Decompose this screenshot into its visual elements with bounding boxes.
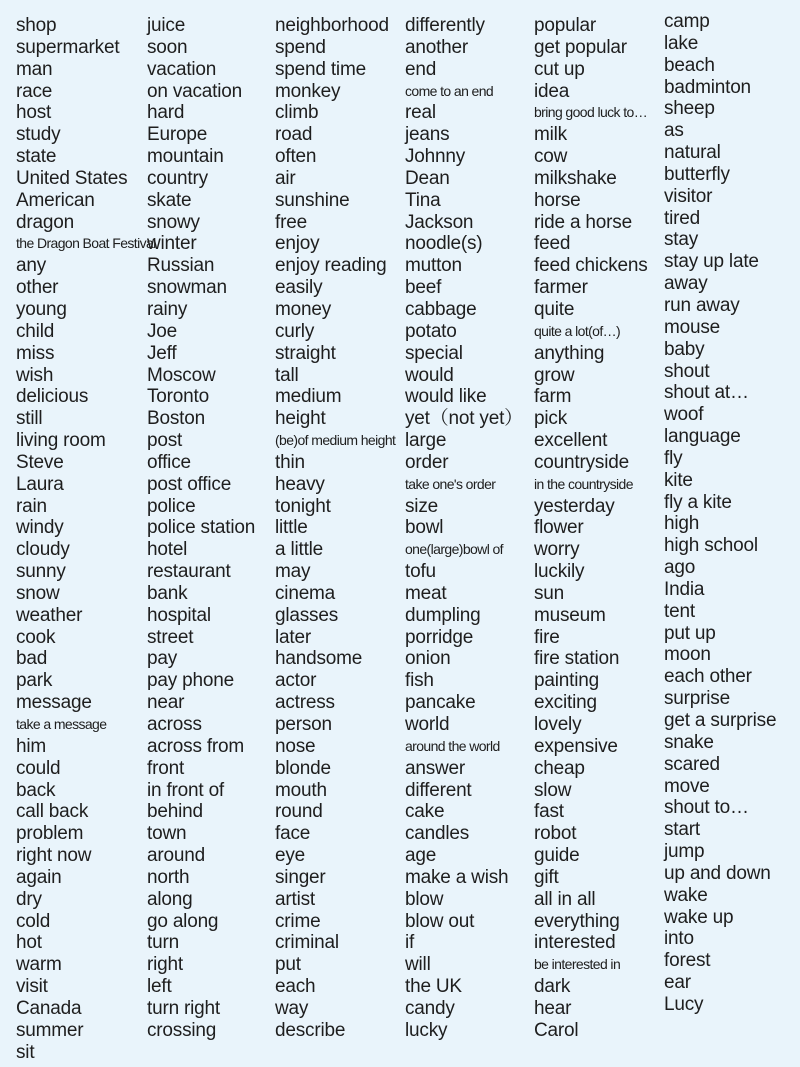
vocabulary-word: vacation: [147, 58, 217, 80]
vocabulary-word: take a message: [16, 716, 107, 732]
vocabulary-word: around the world: [405, 737, 500, 754]
vocabulary-word: put: [275, 954, 301, 976]
vocabulary-word: will: [405, 954, 431, 976]
vocabulary-word: kite: [664, 469, 693, 491]
vocabulary-word: farm: [534, 386, 572, 408]
vocabulary-word: up and down: [664, 862, 771, 884]
vocabulary-word: wake up: [664, 906, 734, 928]
vocabulary-word: cloudy: [16, 539, 70, 561]
vocabulary-word: delicious: [16, 386, 89, 408]
vocabulary-word: bring good luck to…: [534, 104, 648, 121]
vocabulary-word: sit: [16, 1041, 35, 1063]
vocabulary-word: height: [275, 408, 326, 430]
vocabulary-word: be interested in: [534, 956, 621, 973]
vocabulary-word: enjoy: [275, 233, 320, 255]
vocabulary-word: could: [16, 757, 61, 779]
vocabulary-word: onion: [405, 648, 451, 670]
vocabulary-word: bad: [16, 648, 48, 670]
vocabulary-word: luckily: [534, 561, 585, 583]
vocabulary-word: Joe: [147, 320, 178, 342]
vocabulary-word: yet（not yet）: [405, 408, 523, 430]
vocabulary-word: get a surprise: [664, 710, 777, 731]
vocabulary-word: Steve: [16, 451, 64, 473]
word-column-3: [275, 15, 395, 1042]
vocabulary-word: yesterday: [534, 495, 615, 517]
vocabulary-word: weather: [16, 604, 83, 626]
vocabulary-word: eye: [275, 845, 306, 867]
vocabulary-word: soon: [147, 36, 188, 58]
vocabulary-word: north: [147, 866, 190, 888]
vocabulary-word: Moscow: [147, 364, 216, 386]
vocabulary-word: front: [147, 757, 185, 779]
vocabulary-word: would: [405, 364, 454, 386]
vocabulary-word: come to an end: [405, 82, 494, 99]
vocabulary-word: beef: [405, 277, 442, 299]
vocabulary-word: singer: [275, 866, 326, 888]
vocabulary-word: as: [664, 120, 684, 142]
vocabulary-word: artist: [275, 888, 315, 910]
vocabulary-word: climb: [275, 102, 319, 124]
vocabulary-word: Johnny: [405, 146, 466, 168]
vocabulary-word: different: [405, 779, 472, 801]
vocabulary-word: spend: [275, 36, 326, 58]
vocabulary-word: butterfly: [664, 163, 730, 185]
vocabulary-word: snow: [16, 582, 60, 604]
vocabulary-word: ago: [664, 557, 696, 579]
vocabulary-word: face: [275, 823, 311, 845]
vocabulary-word: baby: [664, 338, 705, 360]
vocabulary-word: way: [275, 997, 309, 1019]
vocabulary-word: countryside: [534, 451, 629, 473]
vocabulary-word: man: [16, 58, 53, 80]
vocabulary-word: cold: [16, 910, 51, 932]
vocabulary-word: the Dragon Boat Festival: [16, 235, 156, 252]
vocabulary-word: police station: [147, 517, 256, 539]
vocabulary-word: tall: [275, 364, 299, 386]
vocabulary-word: actor: [275, 670, 317, 692]
vocabulary-word: ride a horse: [534, 211, 632, 233]
vocabulary-word: beach: [664, 54, 715, 76]
vocabulary-word: stay up late: [664, 251, 759, 273]
vocabulary-word: still: [16, 408, 43, 430]
vocabulary-word: get popular: [534, 36, 627, 58]
vocabulary-word: dumpling: [405, 604, 481, 626]
vocabulary-word: end: [405, 58, 437, 80]
word-column-2: [147, 15, 255, 1042]
vocabulary-word: quite a lot(of…): [534, 322, 621, 339]
vocabulary-word: little: [275, 517, 308, 539]
vocabulary-word: dry: [16, 888, 42, 910]
vocabulary-word: feed chickens: [534, 255, 648, 277]
vocabulary-word: go along: [147, 910, 219, 932]
vocabulary-word: forest: [664, 950, 711, 972]
vocabulary-word: problem: [16, 823, 84, 845]
vocabulary-word: into: [664, 928, 694, 950]
vocabulary-word: pick: [534, 408, 567, 430]
vocabulary-word: painting: [534, 670, 599, 692]
vocabulary-word: along: [147, 888, 193, 910]
vocabulary-word: turn: [147, 932, 179, 954]
vocabulary-word: wish: [16, 364, 54, 386]
vocabulary-word: jeans: [405, 124, 450, 146]
vocabulary-word: badminton: [664, 76, 751, 98]
vocabulary-word: language: [664, 426, 741, 448]
vocabulary-word: supermarket: [16, 36, 120, 58]
vocabulary-word: in the countryside: [534, 475, 633, 492]
vocabulary-word: town: [147, 823, 187, 845]
vocabulary-word: tired: [664, 207, 700, 229]
vocabulary-word: enjoy reading: [275, 255, 387, 277]
vocabulary-word: any: [16, 255, 47, 277]
vocabulary-word: put up: [664, 622, 716, 644]
vocabulary-word: jump: [664, 841, 705, 863]
vocabulary-word: winter: [147, 233, 197, 255]
vocabulary-word: gift: [534, 866, 559, 888]
vocabulary-word: visit: [16, 976, 48, 998]
vocabulary-word: curly: [275, 320, 315, 342]
vocabulary-word: special: [405, 342, 463, 364]
vocabulary-word: grow: [534, 364, 575, 386]
vocabulary-word: slow: [534, 779, 572, 801]
vocabulary-word: stay: [664, 229, 699, 251]
vocabulary-word: woof: [664, 404, 704, 426]
vocabulary-word: fire: [534, 626, 560, 648]
vocabulary-word: Europe: [147, 124, 208, 146]
vocabulary-word: camp: [664, 11, 710, 32]
vocabulary-word: farmer: [534, 277, 588, 299]
vocabulary-word: if: [405, 932, 415, 954]
vocabulary-word: sheep: [664, 98, 715, 120]
vocabulary-word: right now: [16, 845, 92, 867]
vocabulary-word: idea: [534, 80, 570, 102]
vocabulary-word: blow out: [405, 910, 475, 932]
vocabulary-word: dark: [534, 976, 571, 998]
vocabulary-word: move: [664, 775, 710, 797]
vocabulary-word: Canada: [16, 997, 82, 1019]
vocabulary-word: American: [16, 189, 95, 211]
vocabulary-word: fly a kite: [664, 491, 732, 513]
vocabulary-word: porridge: [405, 626, 474, 648]
vocabulary-word: interested: [534, 932, 616, 954]
vocabulary-word: exciting: [534, 692, 597, 714]
vocabulary-word: worry: [534, 539, 580, 561]
vocabulary-word: park: [16, 670, 53, 692]
vocabulary-word: in front of: [147, 779, 225, 801]
vocabulary-word: moon: [664, 644, 711, 666]
vocabulary-word: candy: [405, 997, 455, 1019]
vocabulary-word: message: [16, 692, 92, 714]
vocabulary-word: neighborhood: [275, 15, 389, 36]
vocabulary-word: miss: [16, 342, 55, 364]
vocabulary-word: fly: [664, 447, 683, 469]
vocabulary-word: popular: [534, 15, 596, 36]
vocabulary-word: fire station: [534, 648, 620, 670]
vocabulary-word: size: [405, 495, 438, 517]
vocabulary-word: blonde: [275, 757, 331, 779]
vocabulary-word: hard: [147, 102, 185, 124]
vocabulary-word: snowy: [147, 211, 200, 233]
vocabulary-word: Laura: [16, 473, 64, 495]
vocabulary-word: shout at…: [664, 382, 749, 404]
vocabulary-word: meat: [405, 582, 447, 604]
vocabulary-word: surprise: [664, 688, 730, 710]
vocabulary-word: nose: [275, 735, 316, 757]
vocabulary-word: the UK: [405, 976, 462, 998]
vocabulary-word: blow: [405, 888, 444, 910]
vocabulary-word: air: [275, 167, 296, 189]
word-column-6: [664, 11, 776, 1016]
vocabulary-word: hospital: [147, 604, 211, 626]
vocabulary-word: high school: [664, 535, 758, 557]
vocabulary-word: guide: [534, 845, 580, 867]
vocabulary-word: again: [16, 866, 62, 888]
vocabulary-word: sunshine: [275, 189, 350, 211]
vocabulary-word: crime: [275, 910, 321, 932]
vocabulary-word: summer: [16, 1019, 84, 1041]
vocabulary-word: pay: [147, 648, 178, 670]
vocabulary-word: shout to…: [664, 797, 749, 819]
vocabulary-word: cow: [534, 146, 568, 168]
vocabulary-word: country: [147, 167, 208, 189]
vocabulary-word: street: [147, 626, 194, 648]
vocabulary-word: expensive: [534, 735, 618, 757]
vocabulary-word: pay phone: [147, 670, 234, 692]
vocabulary-word: lucky: [405, 1019, 448, 1041]
vocabulary-word: answer: [405, 757, 466, 779]
vocabulary-word: study: [16, 124, 61, 146]
vocabulary-word: tent: [664, 600, 695, 622]
vocabulary-word: Toronto: [147, 386, 209, 408]
vocabulary-word: around: [147, 845, 205, 867]
vocabulary-word: rain: [16, 495, 47, 517]
vocabulary-word: windy: [16, 517, 64, 539]
vocabulary-word: post: [147, 430, 183, 452]
vocabulary-word: Dean: [405, 167, 450, 189]
vocabulary-word: him: [16, 735, 47, 757]
vocabulary-word: other: [16, 277, 59, 299]
vocabulary-word: dragon: [16, 211, 74, 233]
vocabulary-word: mutton: [405, 255, 462, 277]
vocabulary-word: fish: [405, 670, 434, 692]
vocabulary-word: bowl: [405, 517, 444, 539]
vocabulary-word: age: [405, 845, 437, 867]
word-column-4: [405, 15, 523, 1042]
vocabulary-word: back: [16, 779, 56, 801]
vocabulary-word: person: [275, 714, 332, 735]
vocabulary-word: criminal: [275, 932, 339, 954]
vocabulary-word: juice: [147, 15, 186, 36]
vocabulary-word: cabbage: [405, 298, 477, 320]
vocabulary-word: a little: [275, 539, 324, 561]
vocabulary-word: order: [405, 451, 449, 473]
vocabulary-word: visitor: [664, 185, 713, 207]
vocabulary-word: glasses: [275, 604, 339, 626]
vocabulary-word: cake: [405, 801, 445, 823]
vocabulary-word: lovely: [534, 714, 582, 735]
vocabulary-word: natural: [664, 142, 721, 164]
vocabulary-word: all in all: [534, 888, 596, 910]
vocabulary-word: hot: [16, 932, 42, 954]
vocabulary-word: restaurant: [147, 561, 231, 583]
vocabulary-word: fast: [534, 801, 564, 823]
vocabulary-word: actress: [275, 692, 335, 714]
vocabulary-word: anything: [534, 342, 605, 364]
vocabulary-word: money: [275, 298, 332, 320]
vocabulary-word: hotel: [147, 539, 188, 561]
vocabulary-word: Carol: [534, 1019, 579, 1041]
vocabulary-word: take one's order: [405, 475, 496, 492]
word-column-5: [534, 15, 648, 1042]
vocabulary-word: rainy: [147, 298, 188, 320]
vocabulary-word: child: [16, 320, 55, 342]
vocabulary-word: post office: [147, 473, 232, 495]
vocabulary-word: straight: [275, 342, 336, 364]
vocabulary-word: milk: [534, 124, 567, 146]
vocabulary-word: ear: [664, 972, 691, 994]
vocabulary-word: everything: [534, 910, 620, 932]
vocabulary-word: state: [16, 146, 57, 168]
vocabulary-word: India: [664, 578, 705, 600]
vocabulary-word: Lucy: [664, 993, 704, 1015]
vocabulary-word: road: [275, 124, 313, 146]
vocabulary-word: often: [275, 146, 317, 168]
vocabulary-word: cut up: [534, 58, 585, 80]
vocabulary-word: lake: [664, 32, 699, 54]
vocabulary-word: on vacation: [147, 80, 242, 102]
vocabulary-word: police: [147, 495, 196, 517]
vocabulary-word: mountain: [147, 146, 224, 168]
vocabulary-word: flower: [534, 517, 584, 539]
vocabulary-word: another: [405, 36, 469, 58]
vocabulary-word: snowman: [147, 277, 227, 299]
vocabulary-word: Boston: [147, 408, 205, 430]
vocabulary-word: bank: [147, 582, 188, 604]
vocabulary-word: turn right: [147, 997, 220, 1019]
vocabulary-word: real: [405, 102, 436, 124]
vocabulary-word: host: [16, 102, 52, 124]
vocabulary-word: scared: [664, 753, 720, 775]
vocabulary-word: living room: [16, 430, 106, 452]
vocabulary-word: behind: [147, 801, 203, 823]
vocabulary-word: wake: [664, 884, 708, 906]
vocabulary-word: may: [275, 561, 311, 583]
vocabulary-word: world: [405, 714, 450, 735]
vocabulary-word: would like: [405, 386, 487, 408]
vocabulary-word: race: [16, 80, 53, 102]
vocabulary-word: describe: [275, 1019, 346, 1041]
vocabulary-word: handsome: [275, 648, 363, 670]
vocabulary-word: large: [405, 430, 447, 452]
vocabulary-word: mouse: [664, 316, 721, 338]
vocabulary-word: mouth: [275, 779, 327, 801]
vocabulary-word: office: [147, 451, 191, 473]
vocabulary-word: sun: [534, 582, 565, 604]
vocabulary-word: later: [275, 626, 311, 648]
vocabulary-word: feed: [534, 233, 571, 255]
vocabulary-word: free: [275, 211, 307, 233]
vocabulary-word: horse: [534, 189, 581, 211]
vocabulary-word: candles: [405, 823, 470, 845]
vocabulary-word: cinema: [275, 582, 336, 604]
vocabulary-word: across: [147, 714, 202, 735]
vocabulary-word: robot: [534, 823, 577, 845]
vocabulary-word: Russian: [147, 255, 215, 277]
vocabulary-word: run away: [664, 294, 740, 316]
vocabulary-word: crossing: [147, 1019, 217, 1041]
vocabulary-word: hear: [534, 997, 572, 1019]
vocabulary-word: each other: [664, 666, 752, 688]
vocabulary-word: pancake: [405, 692, 476, 714]
word-column-1: [16, 15, 156, 1064]
vocabulary-word: Jackson: [405, 211, 474, 233]
vocabulary-word: warm: [16, 954, 62, 976]
vocabulary-word: easily: [275, 277, 323, 299]
vocabulary-word: one(large)bowl of: [405, 541, 503, 558]
vocabulary-word: shout: [664, 360, 710, 382]
vocabulary-word: tofu: [405, 561, 436, 583]
vocabulary-word: medium: [275, 386, 342, 408]
vocabulary-word: quite: [534, 298, 575, 320]
vocabulary-word: spend time: [275, 58, 366, 80]
vocabulary-word: high: [664, 513, 700, 535]
vocabulary-word: Jeff: [147, 342, 177, 364]
vocabulary-word: potato: [405, 320, 457, 342]
vocabulary-word: heavy: [275, 473, 325, 495]
vocabulary-word: right: [147, 954, 183, 976]
vocabulary-word: away: [664, 273, 708, 295]
vocabulary-word: (be)of medium height: [275, 432, 396, 449]
vocabulary-word: skate: [147, 189, 192, 211]
vocabulary-word: near: [147, 692, 185, 714]
vocabulary-word: each: [275, 976, 316, 998]
vocabulary-word: cheap: [534, 757, 585, 779]
vocabulary-word: Tina: [405, 189, 441, 211]
vocabulary-word: snake: [664, 731, 714, 753]
vocabulary-word: excellent: [534, 430, 608, 452]
vocabulary-word: shop: [16, 15, 57, 36]
vocabulary-word: museum: [534, 604, 606, 626]
vocabulary-word: round: [275, 801, 323, 823]
vocabulary-word: tonight: [275, 495, 331, 517]
vocabulary-word: United States: [16, 167, 128, 189]
vocabulary-word: call back: [16, 801, 89, 823]
vocabulary-word: left: [147, 976, 172, 998]
vocabulary-word: noodle(s): [405, 233, 483, 255]
vocabulary-word: cook: [16, 626, 56, 648]
vocabulary-word: young: [16, 298, 67, 320]
vocabulary-word: make a wish: [405, 866, 509, 888]
vocabulary-word: milkshake: [534, 167, 617, 189]
vocabulary-word: monkey: [275, 80, 341, 102]
vocabulary-word: sunny: [16, 561, 66, 583]
vocabulary-word: start: [664, 819, 700, 841]
vocabulary-word: across from: [147, 735, 245, 757]
vocabulary-word: differently: [405, 15, 485, 36]
vocabulary-word: thin: [275, 451, 305, 473]
